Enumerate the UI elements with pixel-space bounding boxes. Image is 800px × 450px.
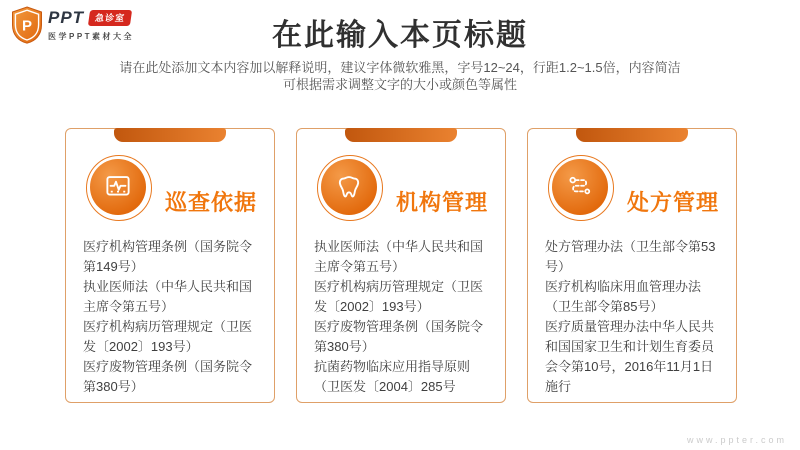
card-heading: 巡查依据 xyxy=(165,190,258,215)
card-top-tab xyxy=(114,128,226,142)
card-inspection-basis xyxy=(65,128,275,403)
card-prescription-management xyxy=(527,128,737,403)
regulation-item: 医疗废物管理条例（国务院令第380号） xyxy=(83,359,253,394)
svg-text:P: P xyxy=(21,17,33,35)
regulation-item: 医疗质量管理办法中华人民共和国国家卫生和计划生育委员会令第10号，2016年11月1日施行 xyxy=(545,319,715,394)
card-heading: 机构管理 xyxy=(396,190,489,215)
card-heading: 处方管理 xyxy=(627,190,720,215)
subtitle-line-1: 请在此处添加文本内容加以解释说明，建议字体微软雅黑，字号12~24，行距1.2~1.5倍，内容简洁 xyxy=(119,60,681,75)
tooth-icon xyxy=(321,159,377,215)
regulation-item: 医疗废物管理条例（国务院令第380号） xyxy=(314,319,484,354)
subtitle-line-2: 可根据需求调整文字的大小或颜色等属性 xyxy=(282,77,517,92)
route-icon xyxy=(552,159,608,215)
card-top-tab xyxy=(345,128,457,142)
regulation-item: 处方管理办法（卫生部令第53号） xyxy=(545,239,716,274)
brand-badge: 急诊室 xyxy=(88,10,132,26)
icon-ring xyxy=(548,155,614,221)
watermark: www.ppter.com xyxy=(686,435,787,445)
card-head xyxy=(86,155,264,221)
regulation-item: 执业医师法（中华人民共和国主席令第五号） xyxy=(83,279,253,314)
icon-ring xyxy=(317,155,383,221)
regulation-item: 医疗机构病历管理规定（卫医发〔2002〕193号） xyxy=(314,279,484,314)
brand-name: PPT xyxy=(48,8,85,27)
regulation-item: 医疗机构管理条例（国务院令第149号） xyxy=(83,239,253,274)
card-top-tab xyxy=(576,128,688,142)
title-block xyxy=(0,16,800,93)
icon-ring xyxy=(86,155,152,221)
card-institution-management xyxy=(296,128,506,403)
page-subtitle xyxy=(0,59,800,93)
card-body xyxy=(83,237,264,396)
page-title: 在此输入本页标题 xyxy=(272,19,528,52)
card-head xyxy=(317,155,495,221)
card-body xyxy=(314,237,495,396)
regulation-item: 医疗机构临床用血管理办法（卫生部令第85号） xyxy=(545,279,702,314)
regulation-item: 执业医师法（中华人民共和国主席令第五号） xyxy=(314,239,484,274)
ecg-monitor-icon xyxy=(90,159,146,215)
regulation-item: 抗菌药物临床应用指导原则（卫医发〔2004〕285号 xyxy=(314,359,471,394)
card-body xyxy=(545,237,726,396)
card-head xyxy=(548,155,726,221)
regulation-item: 医疗机构病历管理规定（卫医发〔2002〕193号） xyxy=(83,319,253,354)
brand-tagline: 医学PPT素材大全 xyxy=(48,32,135,41)
cards-row xyxy=(65,128,737,403)
